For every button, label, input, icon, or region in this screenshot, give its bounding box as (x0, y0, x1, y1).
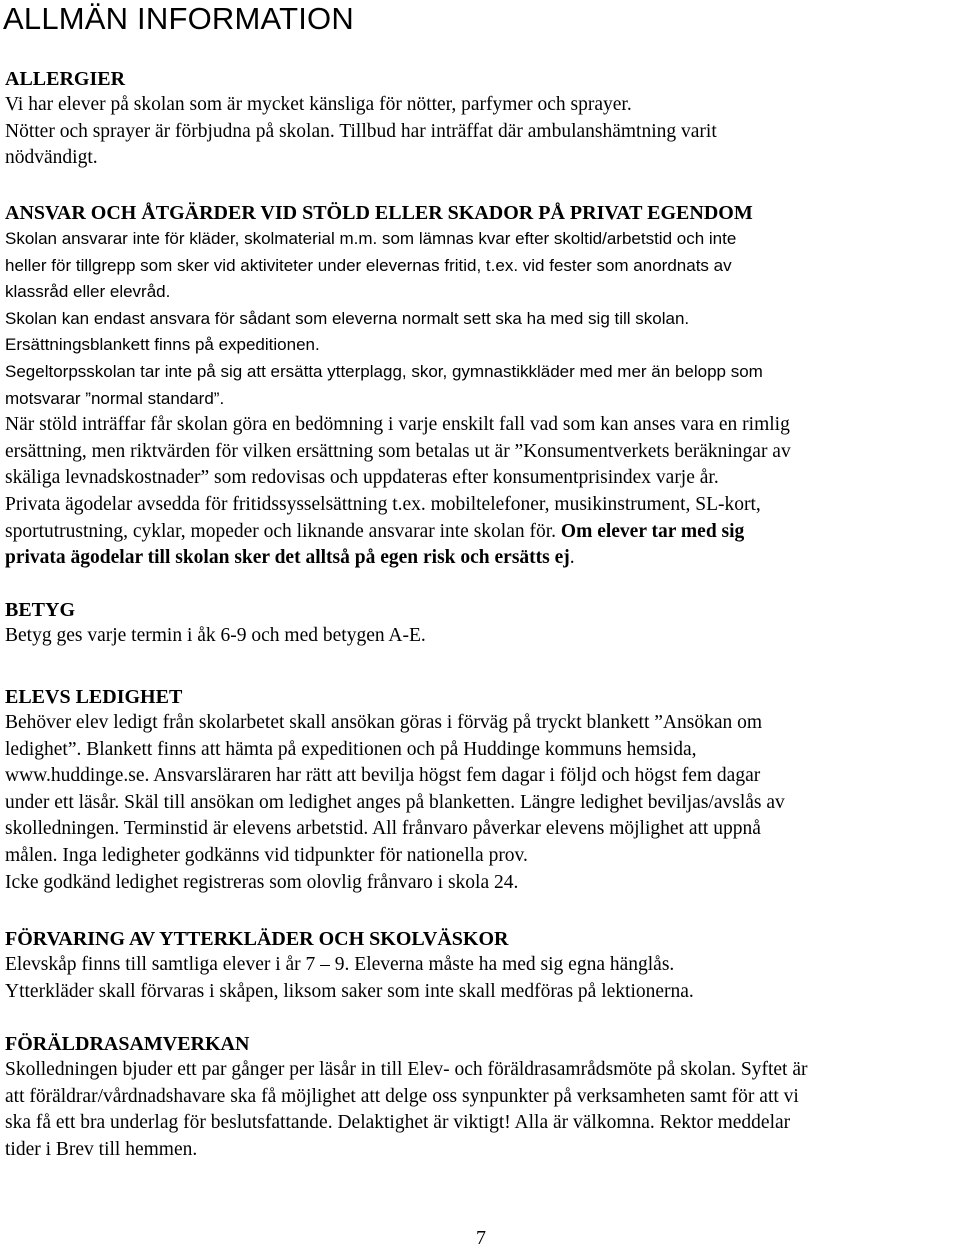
section-foraldrasamverkan (5, 1031, 957, 1163)
section-ledighet (5, 684, 957, 896)
section-heading: FÖRVARING AV YTTERKLÄDER OCH SKOLVÄSKOR (5, 928, 509, 950)
section-heading: ALLERGIER (5, 68, 126, 90)
text-line: heller för tillgrepp som sker vid aktiviteter under elevernas fritid, t.ex. vid fester som anordnats av (5, 255, 732, 275)
section-allergier (5, 66, 957, 172)
text-line: tider i Brev till hemmen. (5, 1138, 198, 1160)
text-line: att föräldrar/vårdnadshavare ska få möjlighet att delge oss synpunkter på verksamheten samt för att vi (5, 1085, 799, 1107)
text-line (5, 519, 957, 546)
text-line: Elevskåp finns till samtliga elever i år 7 – 9. Eleverna måste ha med sig egna hänglås. (5, 954, 675, 975)
sans-paragraph (5, 226, 957, 412)
text-line: Skolan kan endast ansvara för sådant som eleverna normalt sett ska ha med sig till skolan. (5, 308, 690, 328)
section-heading: ELEVS LEDIGHET (5, 686, 183, 708)
text-line: Privata ägodelar avsedda för fritidssysselsättning t.ex. mobiltelefoner, musikinstrument, SL-kort, (5, 493, 761, 515)
text-line: Behöver elev ledigt från skolarbetet skall ansökan göras i förväg på tryckt blankett ”Ansökan om (5, 712, 763, 733)
text-line: Ytterkläder skall förvaras i skåpen, liksom saker som inte skall medföras på lektionerna. (5, 980, 694, 1002)
text-line: under ett läsår. Skäl till ansökan om ledighet anges på blanketten. Längre ledighet beviljas/avslås av (5, 791, 785, 813)
section-forvaring (5, 926, 957, 1005)
text-segment: . (569, 547, 575, 569)
text-line: nödvändigt. (5, 147, 98, 169)
text-line: ersättning, men riktvärden för vilken ersättning som betalas ut är ”Konsumentverkets beräkningar av (5, 440, 791, 462)
text-line: Betyg ges varje termin i åk 6-9 och med betygen A-E. (5, 625, 426, 646)
page-number: 7 (476, 1227, 486, 1249)
section-heading: FÖRÄLDRASAMVERKAN (5, 1033, 250, 1055)
text-line: skäliga levnadskostnader” som redovisas och uppdateras efter konsumentprisindex varje år. (5, 467, 719, 489)
section-heading: BETYG (5, 599, 76, 621)
section-betyg (5, 597, 957, 650)
text-line: motsvarar ”normal standard”. (5, 388, 225, 408)
text-line: målen. Inga ledigheter godkänns vid tidpunkter för nationella prov. (5, 844, 528, 866)
text-line: Skolledningen bjuder ett par gånger per läsår in till Elev- och föräldrasamrådsmöte på skolan. Syftet är (5, 1059, 808, 1080)
text-line: Ersättningsblankett finns på expeditionen. (5, 335, 320, 355)
section-ansvar (5, 200, 957, 572)
page-title: ALLMÄN INFORMATION (3, 1, 354, 36)
text-line: klassråd eller elevråd. (5, 282, 171, 302)
text-line: Icke godkänd ledighet registreras som olovlig frånvaro i skola 24. (5, 871, 519, 893)
section-heading: ANSVAR OCH ÅTGÄRDER VID STÖLD ELLER SKADOR PÅ PRIVAT EGENDOM (5, 202, 753, 224)
text-line: Nötter och sprayer är förbjudna på skolan. Tillbud har inträffat där ambulanshämtning varit (5, 120, 717, 142)
text-line: skolledningen. Terminstid är elevens arbetstid. All frånvaro påverkar elevens möjlighet att uppnå (5, 818, 761, 840)
text-line: Segeltorpsskolan tar inte på sig att ersätta ytterplagg, skor, gymnastikkläder med mer än belopp som (5, 361, 763, 381)
text-line: Vi har elever på skolan som är mycket känsliga för nötter, parfymer och sprayer. (5, 94, 632, 115)
text-line: ledighet”. Blankett finns att hämta på expeditionen och på Huddinge kommuns hemsida, (5, 738, 697, 760)
text-segment: sportutrustning, cyklar, mopeder och liknande ansvarar inte skolan för. (5, 520, 557, 542)
text-line: Skolan ansvarar inte för kläder, skolmaterial m.m. som lämnas kvar efter skoltid/arbetstid och inte (5, 229, 737, 248)
text-line (5, 545, 957, 572)
text-line: ska få ett bra underlag för beslutsfattande. Delaktighet är viktigt! Alla är välkomna. Rektor meddelar (5, 1112, 791, 1134)
text-line: www.huddinge.se. Ansvarsläraren har rätt att bevilja högst fem dagar i följd och högst fem dagar (5, 765, 761, 787)
bold-segment: privata ägodelar till skolan sker det alltså på egen risk och ersätts ej (5, 547, 570, 569)
bold-segment: Om elever tar med sig (556, 520, 745, 542)
text-line: När stöld inträffar får skolan göra en bedömning i varje enskilt fall vad som kan anses vara en rimlig (5, 414, 790, 436)
